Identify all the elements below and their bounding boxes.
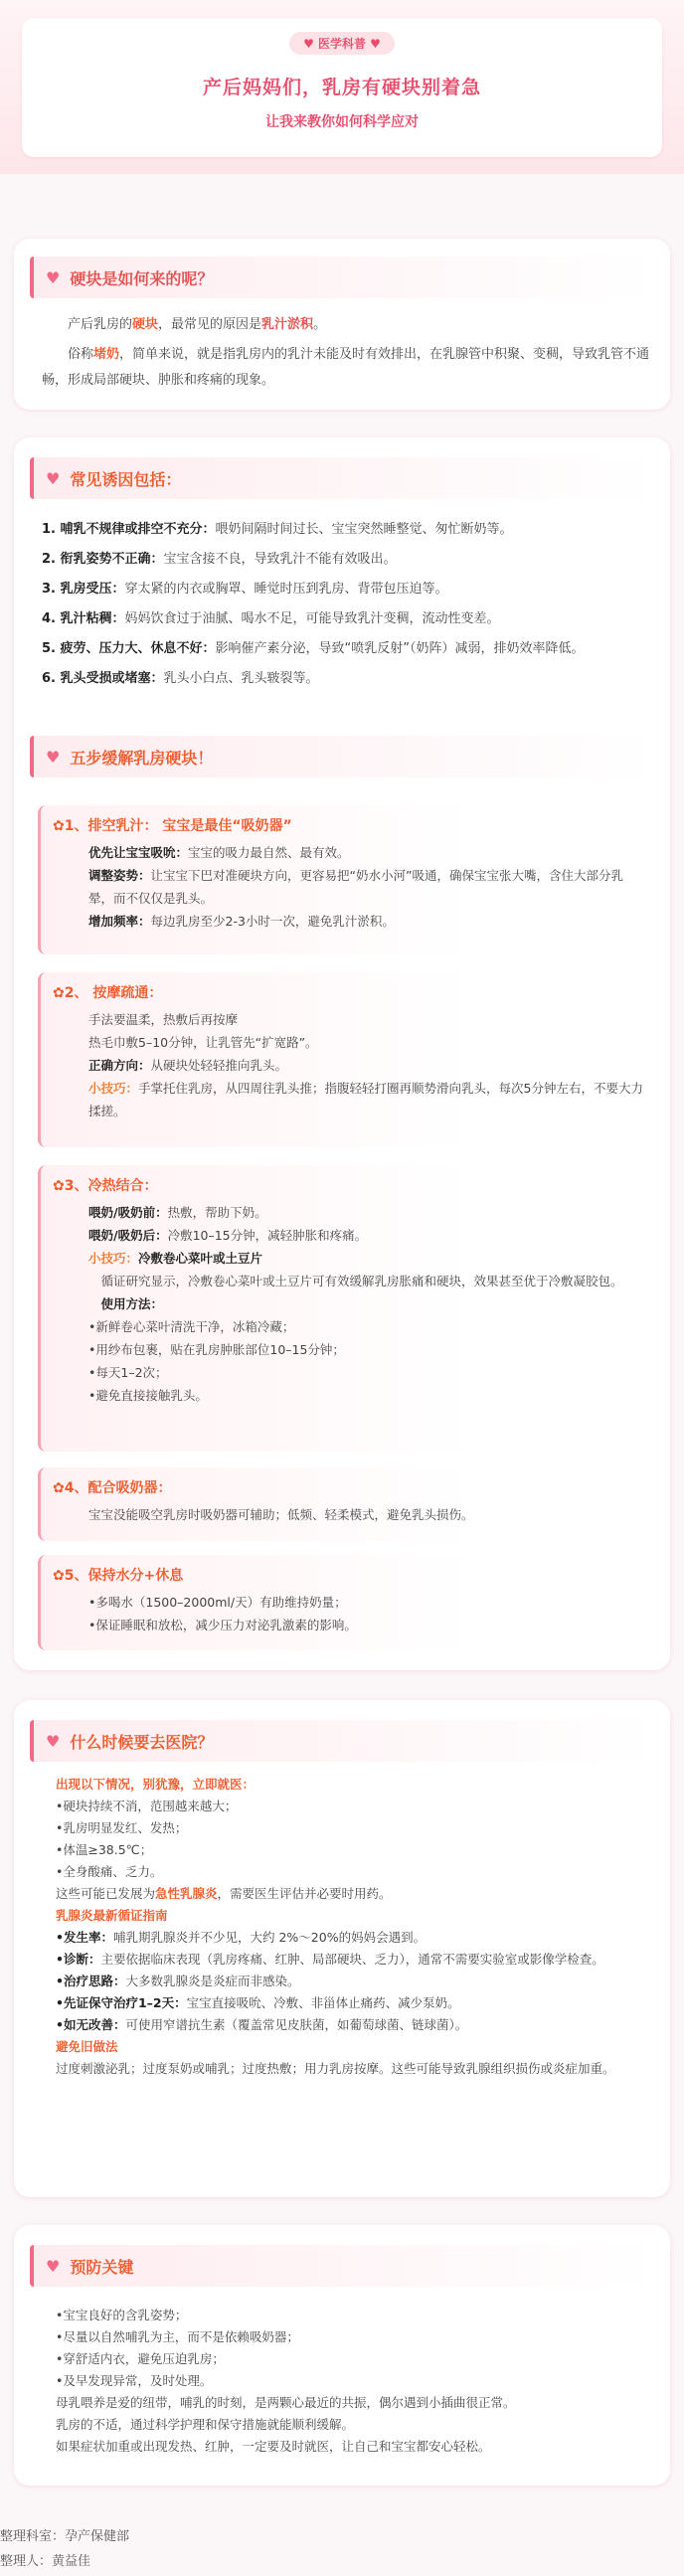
- hospital-content: 出现以下情况，别犹豫，立即就医： •硬块持续不消，范围越来越大； •乳房明显发红、发热； •体温≥38.5℃； •全身酸痛、乏力。 这些可能已发展为急性乳腺炎，需要医生评估并必要时用药。 乳腺炎最新循证指南 •发生率：哺乳期乳腺炎并不少见，大约 2%～20%的妈妈会遇到。 •诊断：主要依据临床表现（乳房疼痛、红肿、局部硬块、乏力），通常不需要实验室或影像学检查。 •治疗思路：大多数乳腺炎是炎症而非感染。 •先证保守治疗1–2天：宝宝直接吸吮、冷敷、非甾体止痛药、减少泵奶。 •如无改善：可使用窄谱抗生素（覆盖常见皮肤菌，如葡萄球菌、链球菌）。 避免旧做法 过度刺激泌乳；过度泵奶或哺乳；过度热敷；用力乳房按摩。这些可能导致乳腺组织损伤或炎症加重。: [56, 1777, 615, 2076]
- section-triggers-card: [14, 437, 670, 1670]
- section-title-text: 预防关键: [70, 2257, 134, 2277]
- step-title: ✿1、排空乳汁： 宝宝是最佳“吸奶器”: [53, 818, 292, 834]
- list-item: 1. 哺乳不规律或排空不充分：喂奶间隔时间过长、宝宝突然睡整觉、匆忙断奶等。: [42, 522, 513, 537]
- section-title-cause: [30, 257, 658, 298]
- section-title-text: 常见诱因包括：: [70, 469, 182, 489]
- step-body: •多喝水（1500–2000ml/天）有助维持奶量； •保证睡眠和放松，减少压力对泌乳激素的影响。: [88, 1595, 357, 1632]
- page-subtitle: 让我来教你如何科学应对: [265, 114, 419, 130]
- step-title: ✿2、 按摩疏通：: [53, 985, 163, 1001]
- section-title-text: 什么时候要去医院？: [70, 1732, 214, 1752]
- triggers-list: [42, 517, 658, 696]
- section-cause-card: [14, 239, 670, 410]
- step-4-card: [38, 1467, 657, 1541]
- step-1-card: [38, 805, 657, 954]
- section-title-triggers: [30, 457, 658, 499]
- footer-author: 整理人：黄益佳: [0, 2554, 91, 2569]
- step-title: ✿3、冷热结合：: [53, 1178, 158, 1194]
- header-banner: [0, 0, 684, 174]
- step-body: 喂奶/吸奶前：热敷，帮助下奶。 喂奶/吸奶后：冷敷10–15分钟，减轻肿胀和疼痛。 小技巧：冷敷卷心菜叶或土豆片 循证研究显示，冷敷卷心菜叶或土豆片可有效缓解乳房胀痛和硬块，效果甚至优于冷敷凝胶包。 使用方法： •新鲜卷心菜叶清洗干净，冰箱冷藏； •用纱布包裹，贴在乳房肿胀部位10–15分钟； •每天1–2次； •避免直接接触乳头。: [88, 1205, 623, 1403]
- step-body: 优先让宝宝吸吮：宝宝的吸力最自然、最有效。 调整姿势：让宝宝下巴对准硬块方向，更容易把“奶水小河”吸通，确保宝宝张大嘴，含住大部分乳晕，而不仅仅是乳头。 增加频率：每边乳房至少2-3小时一次，避免乳汁淤积。: [88, 845, 623, 929]
- heart-icon: ♥: [46, 747, 61, 767]
- section-title-prevention: [30, 2245, 658, 2287]
- section-prevention-card: [14, 2225, 670, 2486]
- section-title-steps: [30, 736, 658, 777]
- step-5-card: [38, 1555, 657, 1650]
- step-title: ✿5、保持水分+休息: [53, 1568, 184, 1584]
- step-body: 宝宝没能吸空乳房时吸奶器可辅助；低频、轻柔模式，避免乳头损伤。: [88, 1507, 474, 1522]
- heart-icon: ♥: [46, 267, 61, 287]
- step-3-card: [38, 1165, 657, 1452]
- section-hospital-card: [14, 1700, 670, 2197]
- list-item: 2. 衔乳姿势不正确：宝宝含接不良，导致乳汁不能有效吸出。: [42, 552, 397, 567]
- page-title: 产后妈妈们，乳房有硬块别着急: [202, 77, 481, 98]
- list-item: 4. 乳汁粘稠：妈妈饮食过于油腻、喝水不足，可能导致乳汁变稠，流动性变差。: [42, 611, 500, 626]
- list-item: 5. 疲劳、压力大、休息不好：影响催产素分泌，导致“喷乳反射”（奶阵）减弱，排奶效率降低。: [42, 641, 585, 656]
- paragraph-cause-1: 产后乳房的硬块，最常见的原因是乳汁淤积。: [68, 317, 327, 332]
- step-title: ✿4、配合吸奶器：: [53, 1480, 172, 1496]
- list-item: 6. 乳头受损或堵塞：乳头小白点、乳头皲裂等。: [42, 671, 319, 686]
- prevention-content: •宝宝良好的含乳姿势； •尽量以自然哺乳为主，而不是依赖吸奶器； •穿舒适内衣，避免压迫乳房； •及早发现异常，及时处理。 母乳喂养是爱的纽带，哺乳的时刻，是两颗心最近的共振，偶尔遇到小插曲很正常。 乳房的不适，通过科学护理和保守措施就能顺利缓解。 如果症状加重或出现发热、红肿，一定要及时就医，让自己和宝宝都安心轻松。: [56, 2308, 516, 2454]
- heart-icon: ♥: [46, 2256, 61, 2276]
- section-title-text: 硬块是如何来的呢？: [70, 268, 214, 288]
- list-item: 3. 乳房受压：穿太紧的内衣或胸罩、睡觉时压到乳房、背带包压迫等。: [42, 582, 448, 597]
- heart-icon: ♥: [46, 468, 61, 488]
- section-title-text: 五步缓解乳房硬块！: [70, 748, 214, 768]
- header-card: [22, 18, 662, 157]
- category-badge: ♥ 医学科普 ♥: [289, 32, 395, 55]
- footer-dept: 整理科室：孕产保健部: [0, 2529, 130, 2544]
- paragraph-cause-2: 俗称堵奶，简单来说，就是指乳房内的乳汁未能及时有效排出，在乳腺管中积聚、变稠，导致乳管不通畅，形成局部硬块、肿胀和疼痛的现象。: [42, 347, 650, 388]
- section-title-hospital: [30, 1720, 658, 1762]
- step-2-card: [38, 972, 657, 1147]
- step-body: 手法要温柔，热敷后再按摩 热毛巾敷5–10分钟，让乳管先“扩宽路”。 正确方向：从硬块处轻轻推向乳头。 小技巧：手掌托住乳房，从四周往乳头推；指腹轻轻打圈再顺势滑向乳头，每次5分钟左右，不要大力揉搓。: [88, 1012, 643, 1118]
- heart-icon: ♥: [46, 1731, 61, 1751]
